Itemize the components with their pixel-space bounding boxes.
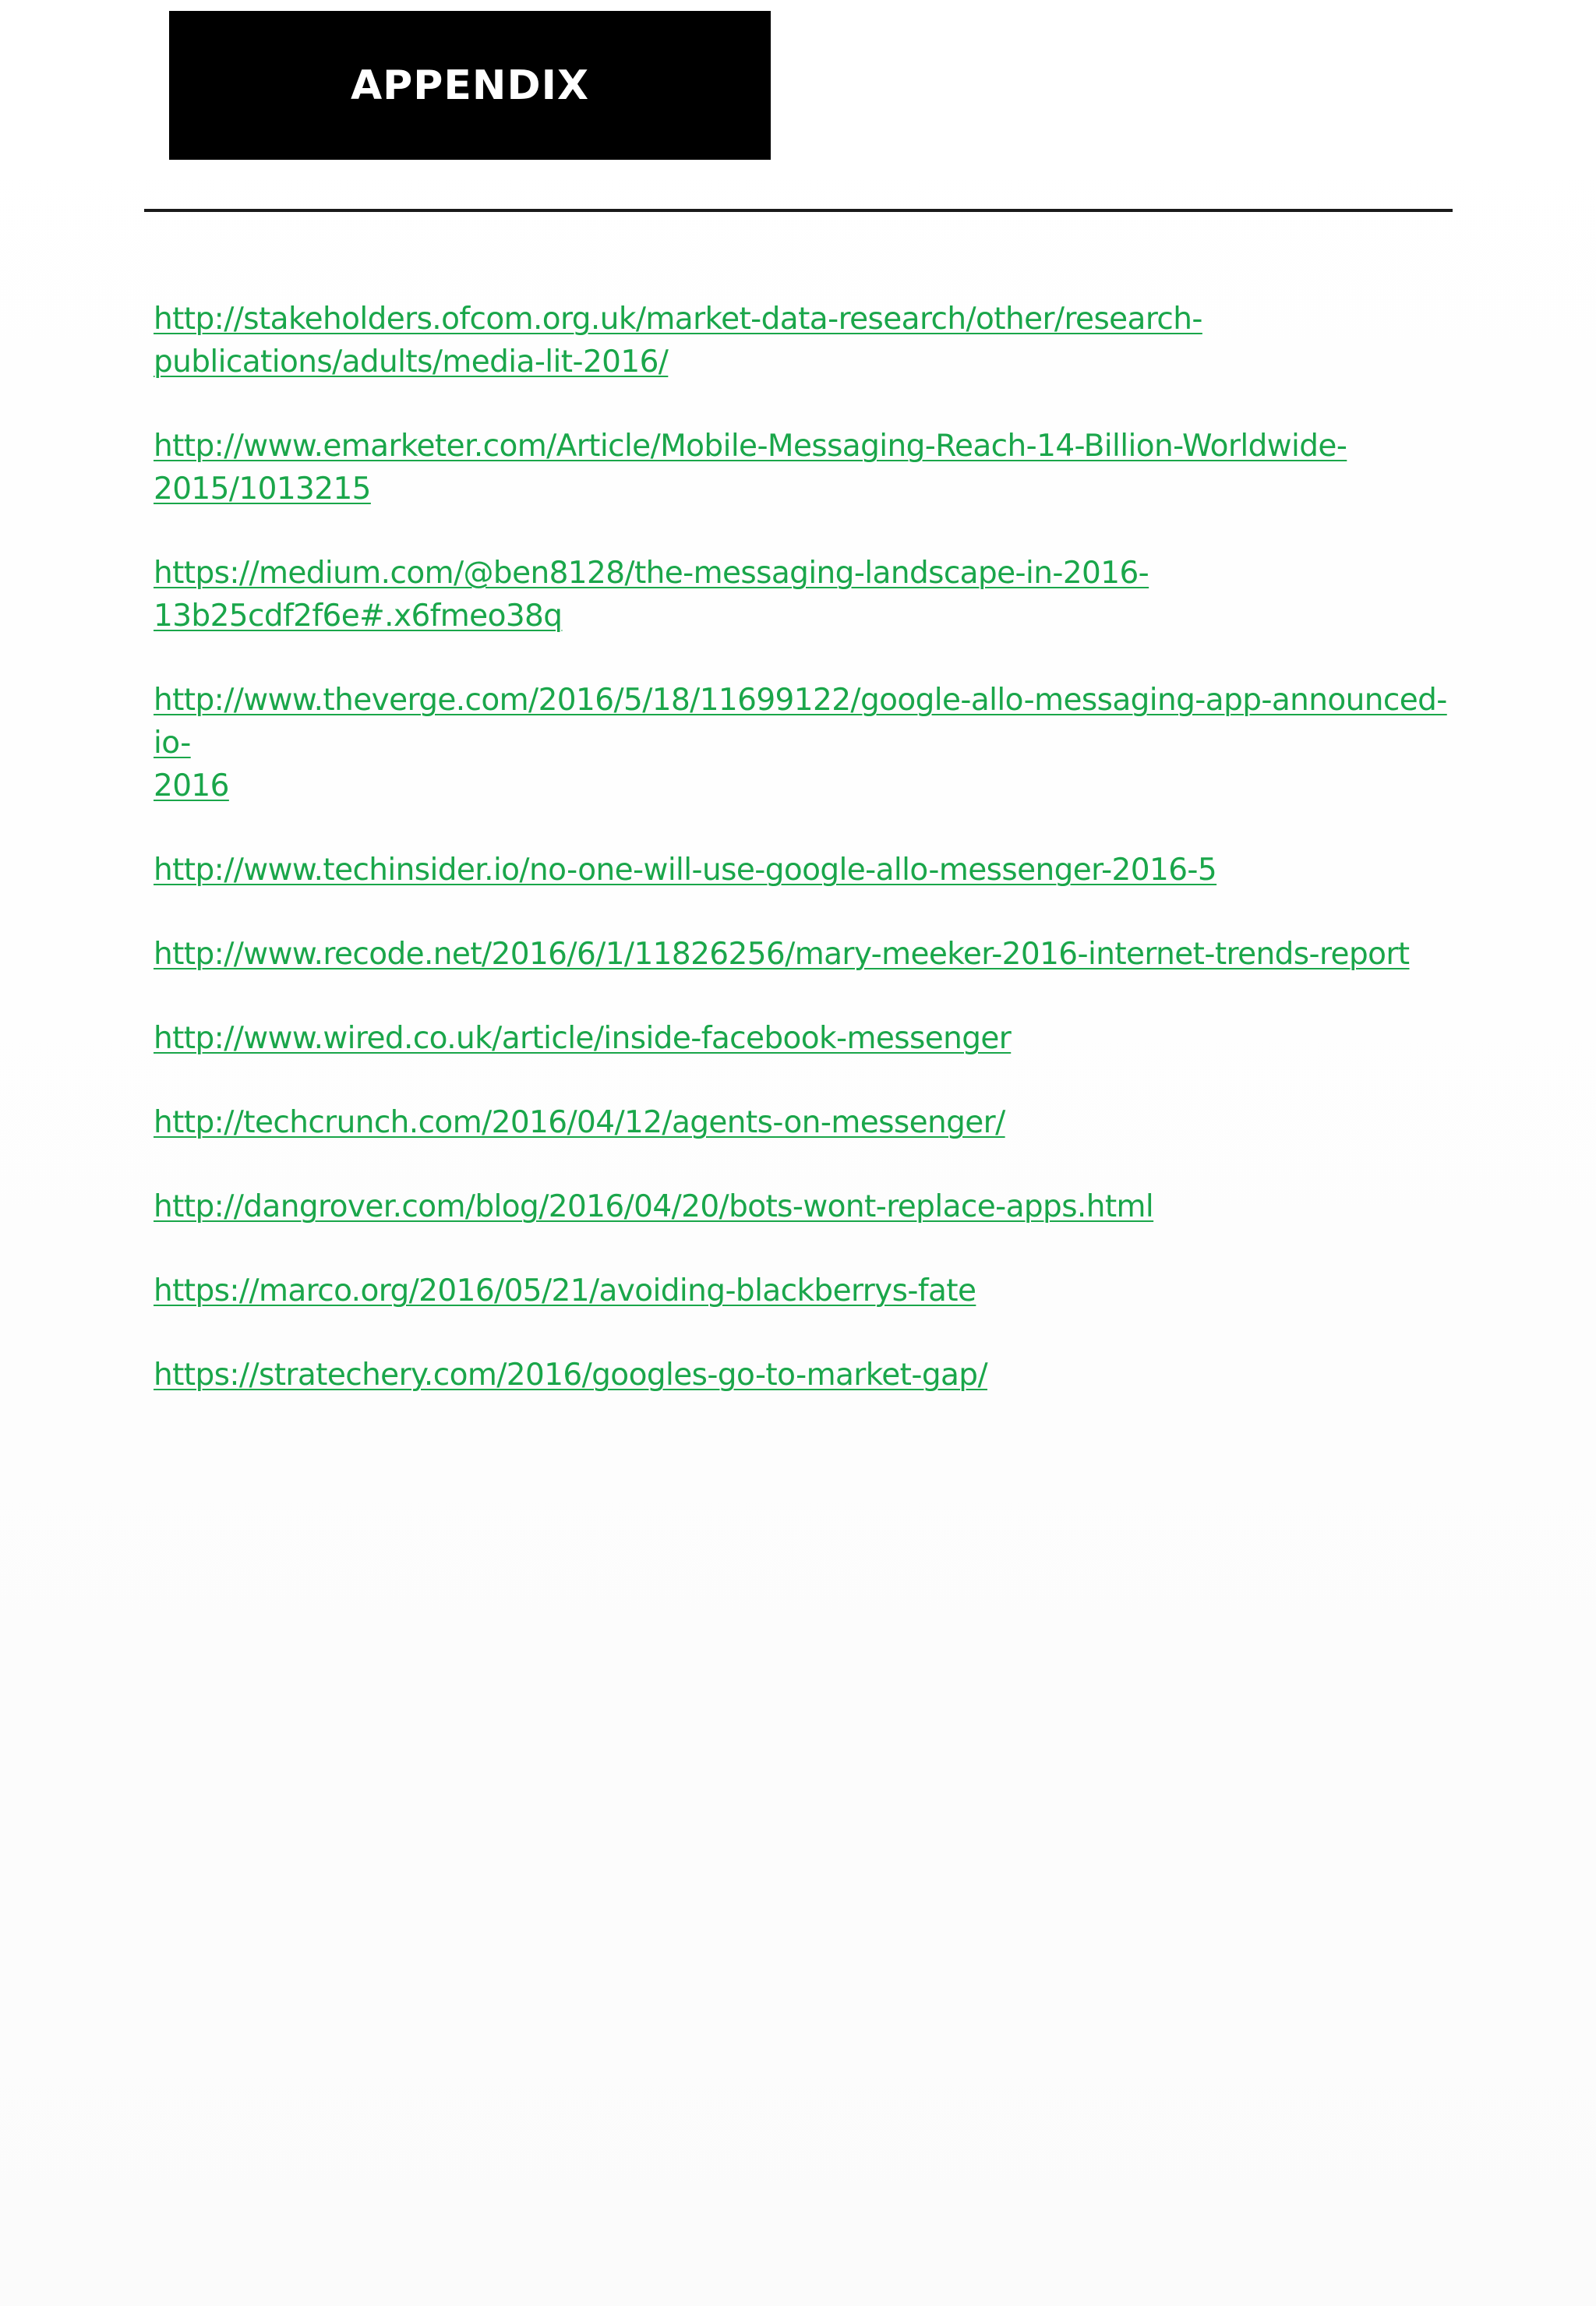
- link-text-line: publications/adults/media-lit-2016/: [154, 344, 669, 380]
- link-text-line: https://stratechery.com/2016/googles-go-to-market-gap/: [154, 1358, 987, 1393]
- list-item: [154, 933, 1478, 976]
- reference-links-list: [154, 298, 1478, 1438]
- reference-link-5[interactable]: [154, 849, 1478, 892]
- reference-link-6[interactable]: [154, 933, 1478, 976]
- link-text-line: https://medium.com/@ben8128/the-messaging-landscape-in-2016-: [154, 556, 1149, 591]
- appendix-header-box: [169, 11, 771, 160]
- link-text-line: 2016: [154, 768, 229, 803]
- reference-link-9[interactable]: [154, 1185, 1478, 1228]
- reference-link-7[interactable]: [154, 1017, 1478, 1060]
- list-item: [154, 1354, 1478, 1397]
- link-text-line: http://www.techinsider.io/no-one-will-use-google-allo-messenger-2016-5: [154, 853, 1217, 888]
- horizontal-divider: [144, 209, 1453, 212]
- reference-link-11[interactable]: [154, 1354, 1478, 1397]
- link-text-line: http://www.recode.net/2016/6/1/11826256/mary-meeker-2016-internet-trends-report: [154, 937, 1410, 972]
- link-text-line: http://techcrunch.com/2016/04/12/agents-on-messenger/: [154, 1105, 1005, 1140]
- list-item: [154, 1017, 1478, 1060]
- reference-link-1[interactable]: [154, 298, 1478, 383]
- list-item: [154, 552, 1478, 637]
- list-item: [154, 425, 1478, 510]
- link-text-line: 13b25cdf2f6e#.x6fmeo38q: [154, 599, 563, 634]
- list-item: [154, 679, 1478, 807]
- reference-link-10[interactable]: [154, 1270, 1478, 1312]
- link-text-line: http://www.wired.co.uk/article/inside-facebook-messenger: [154, 1021, 1012, 1056]
- list-item: [154, 1101, 1478, 1144]
- reference-link-4[interactable]: [154, 679, 1478, 807]
- reference-link-8[interactable]: [154, 1101, 1478, 1144]
- reference-link-2[interactable]: [154, 425, 1478, 510]
- list-item: [154, 298, 1478, 383]
- list-item: [154, 1185, 1478, 1228]
- list-item: [154, 1270, 1478, 1312]
- reference-link-3[interactable]: [154, 552, 1478, 637]
- link-text-line: http://stakeholders.ofcom.org.uk/market-data-research/other/research-: [154, 302, 1202, 337]
- page-title: APPENDIX: [350, 62, 590, 109]
- link-text-line: 2015/1013215: [154, 471, 371, 507]
- list-item: [154, 849, 1478, 892]
- link-text-line: http://www.emarketer.com/Article/Mobile-Messaging-Reach-14-Billion-Worldwide-: [154, 429, 1347, 464]
- link-text-line: http://www.theverge.com/2016/5/18/11699122/google-allo-messaging-app-announced-io-: [154, 683, 1447, 761]
- link-text-line: https://marco.org/2016/05/21/avoiding-blackberrys-fate: [154, 1273, 976, 1308]
- link-text-line: http://dangrover.com/blog/2016/04/20/bots-wont-replace-apps.html: [154, 1189, 1154, 1224]
